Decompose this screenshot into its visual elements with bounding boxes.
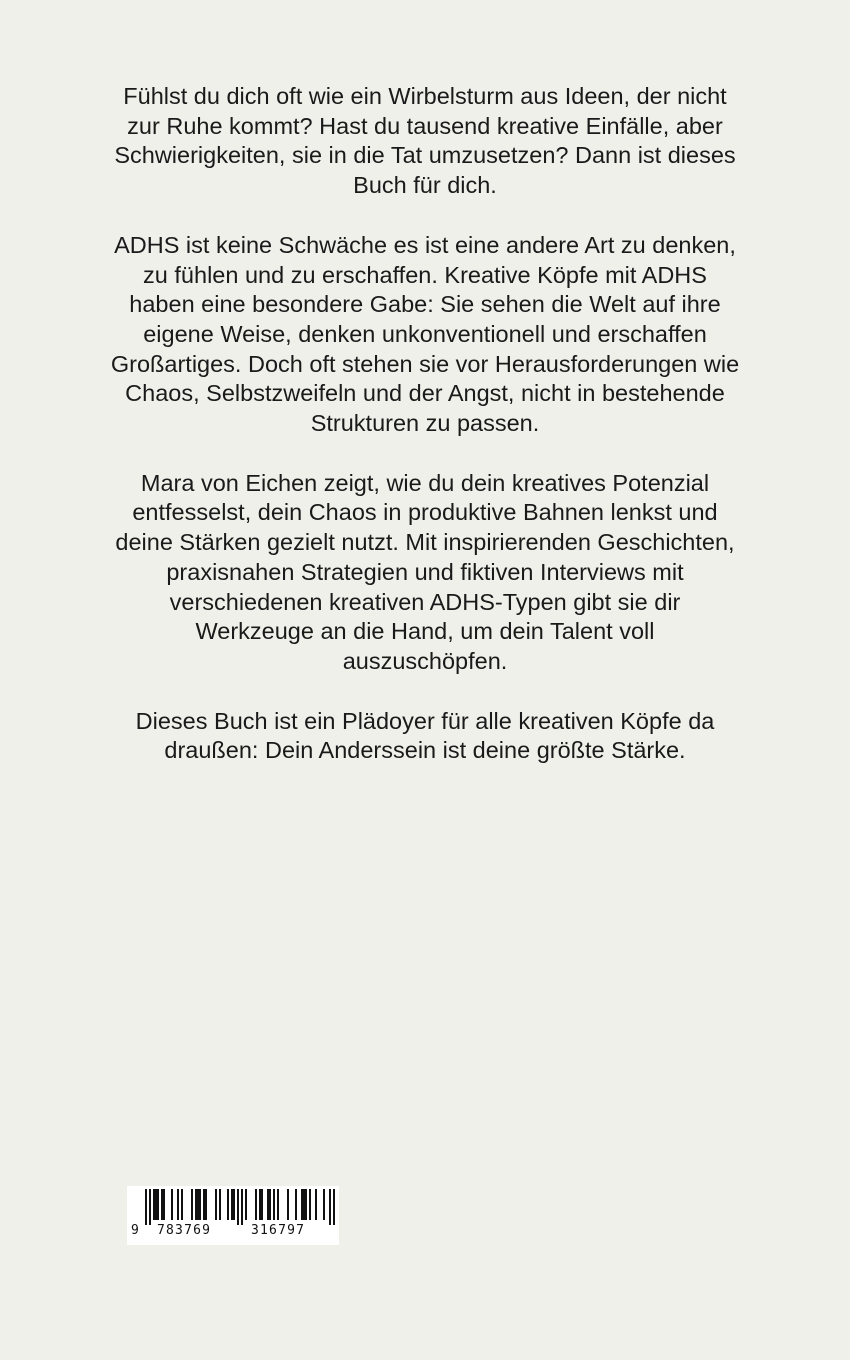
barcode-bar [273, 1189, 275, 1220]
barcode-bar [255, 1189, 257, 1220]
barcode-bar [329, 1189, 331, 1225]
barcode-bar [171, 1189, 173, 1220]
barcode-bar [227, 1189, 229, 1220]
barcode-bar [155, 1189, 157, 1220]
barcode-bar [191, 1189, 193, 1220]
barcode-bar [261, 1189, 263, 1220]
isbn-barcode [127, 1186, 339, 1245]
barcode-bar [215, 1189, 217, 1220]
barcode-bar [203, 1189, 205, 1220]
barcode-bar [295, 1189, 297, 1220]
barcode-bar [303, 1189, 305, 1220]
barcode-bar [269, 1189, 271, 1220]
barcode-bar [267, 1189, 269, 1220]
barcode-bar [231, 1189, 233, 1220]
barcode-lead-digit: 9 [131, 1223, 139, 1238]
barcode-bar [219, 1189, 221, 1220]
barcode-bar [323, 1189, 325, 1220]
barcode-bar [177, 1189, 179, 1220]
barcode-bar [199, 1189, 201, 1220]
blurb-paragraph-4: Dieses Buch ist ein Plädoyer für alle kreativen Köpfe da draußen: Dein Anderssein ist deine größte Stärke. [135, 707, 715, 764]
blurb-paragraph-1: Fühlst du dich oft wie ein Wirbelsturm aus Ideen, der nicht zur Ruhe kommt? Hast du tausend kreative Einfälle, aber Schwierigkeiten, sie in die Tat umzusetzen? Dann ist dieses Buch für dich. [114, 83, 736, 199]
barcode-right-digits: 316797 [251, 1223, 306, 1238]
barcode-bar [205, 1189, 207, 1220]
barcode-bar [287, 1189, 289, 1220]
blurb-paragraph-3: Mara von Eichen zeigt, wie du dein kreatives Potenzial entfesselst, dein Chaos in produktive Bahnen lenkst und deine Stärken gezielt nutzt. Mit inspirierenden Geschichten, praxisnahen Strategien und fiktiven Interviews mit verschiedenen kreativen ADHS-Typen gibt sie dir Werkzeuge an die Hand, um dein Talent voll auszuschöpfen. [115, 469, 735, 674]
blurb-paragraph-2: ADHS ist keine Schwäche es ist eine andere Art zu denken, zu fühlen und zu erschaffen. Kreative Köpfe mit ADHS haben eine besondere Gabe: Sie sehen die Welt auf ihre eigene Weise, denken unkonventionell und erschaffen Großartiges. Doch oft stehen sie vor Herausforderungen wie Chaos, Selbstzweifeln und der Angst, nicht in bestehende Strukturen zu passen. [110, 231, 740, 437]
barcode-bar [277, 1189, 279, 1220]
barcode-bar [153, 1189, 155, 1220]
barcode-bar [197, 1189, 199, 1220]
barcode-bar [181, 1189, 183, 1220]
barcode-bar [241, 1189, 243, 1225]
barcode-bar [163, 1189, 165, 1220]
barcode-bar [309, 1189, 311, 1220]
barcode-bar [149, 1189, 151, 1225]
barcode-bar [237, 1189, 239, 1225]
barcode-bar [245, 1189, 247, 1220]
barcode-bar [161, 1189, 163, 1220]
back-cover-blurb [110, 82, 740, 796]
barcode-bar [157, 1189, 159, 1220]
barcode-left-digits: 783769 [157, 1223, 212, 1238]
barcode-bar [333, 1189, 335, 1225]
barcode-bar [233, 1189, 235, 1220]
barcode-bar [195, 1189, 197, 1220]
barcode-bar [305, 1189, 307, 1220]
barcode-bar [259, 1189, 261, 1220]
barcode-bar [145, 1189, 147, 1225]
barcode-bar [301, 1189, 303, 1220]
barcode-bar [315, 1189, 317, 1220]
